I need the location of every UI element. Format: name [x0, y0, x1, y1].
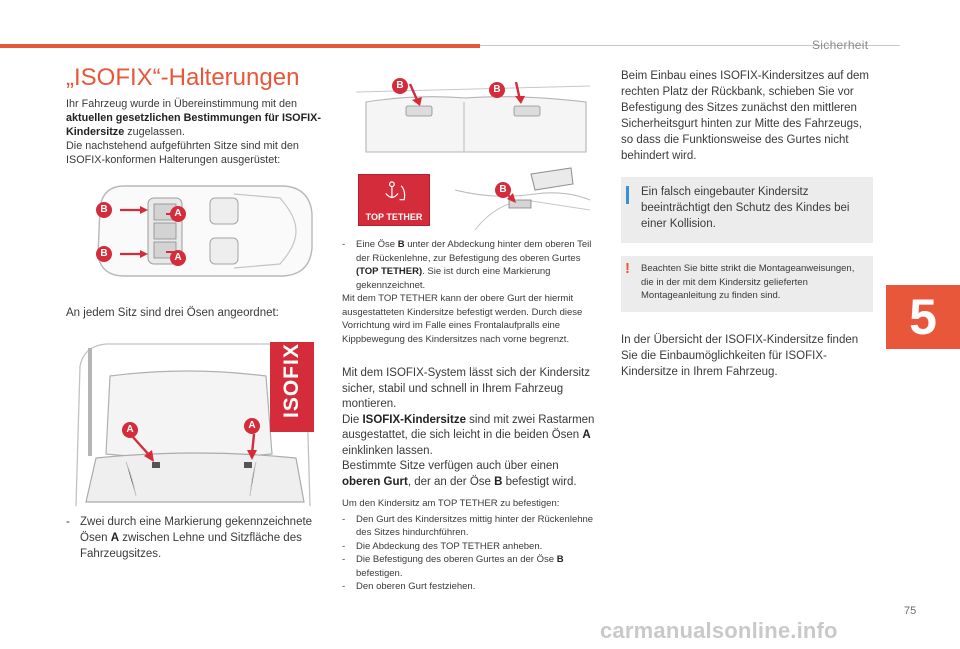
anchor-seat-icon	[359, 175, 431, 215]
marker-b-car-top: B	[96, 202, 112, 218]
bullet-a-prefix: Zwei durch eine Markierung gekennzeichnete Ösen	[80, 516, 313, 544]
howto-step-3-text: Die Befestigung des oberen Gurtes an der Öse	[356, 554, 557, 565]
chapter-tab: 5	[886, 285, 960, 349]
iso-p2d: A	[582, 429, 591, 441]
iso-p2a: Die	[342, 413, 363, 426]
bullet-b-prefix: Eine Öse	[356, 239, 398, 250]
isofix-logo-text: ISOFIX	[280, 343, 303, 418]
bullet-b-suffix: . Sie ist durch eine Markierung gekennzeichnet.	[356, 266, 551, 291]
header-accent-bar	[0, 44, 480, 48]
bullet-b-middle: unter der Abdeckung hinter dem oberen Teil der Rückenlehne, zur Befestigung des oberen Gurtes	[356, 239, 592, 264]
howto-step-3	[342, 553, 597, 580]
marker-a-seat-left: A	[122, 422, 138, 438]
howto-step-4: - Den oberen Gurt festziehen.	[342, 580, 597, 594]
iso-p3a: Bestimmte Sitze verfügen auch über einen	[342, 460, 559, 472]
iso-p2	[342, 413, 597, 460]
car-top-view-figure	[84, 176, 318, 286]
marker-b-car-bottom: B	[96, 246, 112, 262]
right-seat-instruction: Beim Einbau eines ISOFIX-Kindersitzes auf dem rechten Platz der Rückbank, schieben Sie vor Befestigung des Sitzes zunächst den mittleren Sicherheitsgurt hinten zur Mitte des Fahrzeugs, so dass die Funktionsweise des Gurtes nicht behindert wird.	[621, 70, 870, 162]
info-icon	[626, 186, 629, 204]
marker-b-shelf-left: B	[392, 78, 408, 94]
marker-a-seat-right: A	[244, 418, 260, 434]
iso-p2b: ISOFIX-Kindersitze	[362, 413, 466, 426]
howto-step-1: - Den Gurt des Kindersitzes mittig hinter der Rückenlehne des Sitzes hindurchführen.	[342, 513, 597, 540]
iso-p3b: oberen Gurt	[342, 475, 408, 488]
intro-p1a: Ihr Fahrzeug wurde in Übereinstimmung mit den	[66, 98, 298, 110]
iso-p3c: , der an der Öse	[407, 475, 495, 488]
overview-text: In der Übersicht der ISOFIX-Kindersitze finden Sie die Einbaumöglichkeiten für ISOFIX-Kindersitze in Ihrem Fahrzeug.	[621, 334, 859, 378]
howto-step-2: - Die Abdeckung des TOP TETHER anheben.	[342, 540, 597, 554]
iso-p2c: sind mit zwei Rastarmen ausgestattet, die sich leicht in die beiden Ösen	[342, 413, 595, 441]
marker-a-car-bottom: A	[170, 250, 186, 266]
marker-b-shelf-right: B	[489, 82, 505, 98]
info-note	[621, 177, 873, 243]
car-top-view-drawing	[84, 176, 318, 286]
bullet-anchor-b	[342, 238, 594, 292]
howto-step-3-label: B	[556, 554, 564, 565]
bullet-a-label: A	[110, 532, 119, 544]
iso-p3d: B	[494, 475, 503, 488]
intro-text	[66, 97, 328, 167]
tether-cover-drawing	[455, 160, 590, 230]
iso-p3	[342, 459, 597, 490]
intro-p1c: zugelassen.	[124, 126, 185, 138]
iso-p2e: einklinken lassen.	[342, 444, 433, 457]
info-note-text: Ein falsch eingebauter Kindersitz beeinträchtigt den Schutz des Kindes bei einer Kollision.	[641, 186, 850, 230]
marker-b-detail: B	[495, 182, 511, 198]
seats-count-text: An jedem Sitz sind drei Ösen angeordnet:	[66, 307, 279, 319]
warning-icon: !	[625, 260, 630, 277]
warning-note-text: Beachten Sie bitte strikt die Montageanweisungen, die in der mit dem Kindersitz gelieferten Montageanleitung zu finden sind.	[641, 263, 855, 301]
marker-a-car-top: A	[170, 206, 186, 222]
section-label: Sicherheit	[812, 38, 869, 52]
isofix-system-text	[342, 366, 597, 490]
warning-note	[621, 256, 873, 312]
bullet-anchor-a	[66, 514, 326, 562]
watermark: carmanualsonline.info	[600, 618, 838, 643]
bullet-a-suffix: zwischen Lehne und Sitzfläche des Fahrzeugsitzes.	[80, 532, 302, 560]
bullet-b-top-tether: (TOP TETHER)	[356, 266, 423, 277]
top-tether-detail-figure	[455, 160, 590, 230]
iso-p3e: befestigt wird.	[502, 475, 577, 488]
page-title: „ISOFIX“-Halterungen	[66, 64, 300, 91]
tether-note: Mit dem TOP TETHER kann der obere Gurt der hiermit ausgestatteten Kindersitze befestigt werden. Durch diese Vorrichtung wird im Falle eines Frontalaufpralls eine Kippbewegung des Kindersitzes nach vorne begrenzt.	[342, 293, 583, 345]
intro-p2: Die nachstehend aufgeführten Sitze sind mit den ISOFIX-konformen Halterungen ausgerüstet:	[66, 140, 299, 166]
howto-step-3-suffix: befestigen.	[356, 567, 403, 579]
iso-p1: Mit dem ISOFIX-System lässt sich der Kindersitz sicher, stabil und schnell in Ihrem Fahrzeug montieren.	[342, 367, 590, 410]
top-tether-howto	[342, 497, 597, 594]
bullet-anchor-b-block	[342, 238, 594, 346]
page-number: 75	[904, 605, 917, 617]
top-tether-label: TOP TETHER	[365, 212, 423, 222]
intro-p1b: aktuellen gesetzlichen Bestimmungen für ISOFIX-Kindersitze	[66, 112, 321, 138]
bullet-b-label: B	[397, 239, 405, 250]
howto-heading: Um den Kindersitz am TOP TETHER zu befestigen:	[342, 498, 560, 509]
top-tether-badge	[358, 174, 430, 226]
